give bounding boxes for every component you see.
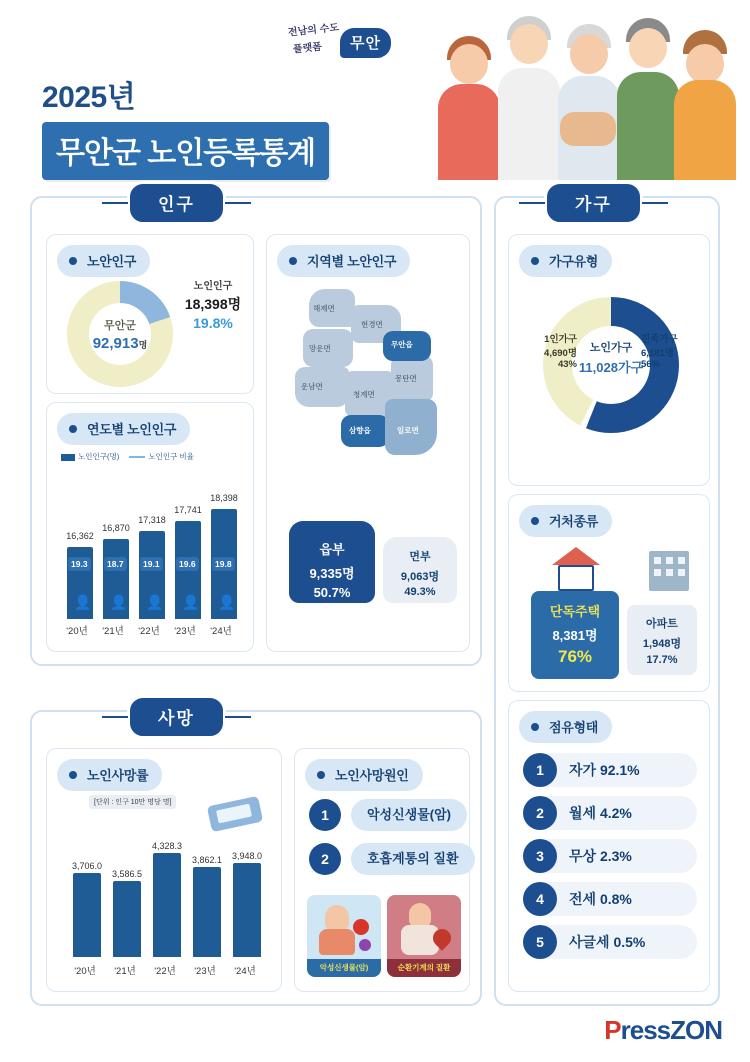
subhead-tenure [519,711,612,743]
tenure-label-2: 월세 4.2% [569,805,632,821]
callout-value: 18,398명 [184,296,242,312]
logo-brand-name: 무안 [340,28,391,58]
xlabel-2021: '21년 [102,626,124,637]
apartment-card [627,605,697,675]
single-household-callout [515,331,577,370]
map-label-mangun: 망운면 [309,344,331,353]
death-value-2024: 3,948.0 [231,851,263,861]
subhead-label: 노인사망률 [87,768,149,783]
oximeter-icon [201,789,267,835]
logo-letter-rest: ressZON [620,1015,722,1045]
bullet-dot [69,771,77,779]
donut-center-label [67,317,173,352]
person-icon: 👤 [74,594,92,610]
death-value-2021: 3,586.5 [111,869,143,879]
legend-line-label: 노인인구 비율 [148,452,194,461]
apartment-value: 1,948명 [642,638,682,650]
tenure-label-3: 무상 2.3% [569,848,632,864]
ratio-badge-2023: 19.6 [176,557,199,571]
bullet-dot [531,723,539,731]
logo-tagline-line2: 플랫폼 [292,41,322,56]
death-rate-box [46,748,282,992]
death-cause-rank-1: 1 [309,799,341,831]
bullet-dot [69,425,77,433]
tenure-row-4 [523,882,697,916]
map-label-montan: 몽탄면 [395,374,417,383]
brand-logo [265,20,405,72]
xlabel-2024: '24년 [210,626,232,637]
death-rate-unit-note: [단위 : 인구 10만 명당 명] [89,795,176,809]
bullet-dot [317,771,325,779]
apartment-label: 아파트 [646,618,678,630]
death-bar-2020 [73,873,101,957]
xlabel-2022: '22년 [138,626,160,637]
tenure-rank-1: 1 [523,753,557,787]
circulatory-illustration-caption: 순환기계의 질환 [387,959,461,977]
bar-value-2024: 18,398 [210,493,238,503]
person-icon: 👤 [110,594,128,610]
xlabel-2020: '20년 [66,626,88,637]
single-household-label: 1인가구 [544,334,577,345]
bar-value-2022: 17,318 [138,515,166,525]
subhead-housing-type [519,505,612,537]
callout-label: 노인인구 [193,281,233,292]
death-cause-list [309,799,459,887]
subhead-death-cause [305,759,423,791]
death-bar-2022 [153,853,181,957]
joined-hands [560,112,616,146]
death-bar-2024 [233,863,261,957]
death-section [30,710,482,1006]
tenure-box [508,700,710,992]
section-title-death: 사망 [127,695,226,739]
bullet-dot [531,517,539,525]
legend-bar-label: 노인인구(명) [78,452,120,461]
person-4 [616,22,680,180]
cancer-illustration [307,895,381,977]
page-title-year: 2025년 [42,81,136,114]
house-icon [549,547,603,591]
tenure-rank-2: 2 [523,796,557,830]
death-cause-rank-2: 2 [309,843,341,875]
household-section [494,196,720,1006]
tenure-rank-4: 4 [523,882,557,916]
death-cause-box [294,748,470,992]
single-household-percent: 43% [557,359,577,370]
housing-type-box [508,494,710,692]
person-icon: 👤 [146,594,164,610]
elderly-people-illustration [410,0,750,180]
bar-value-2023: 17,741 [174,505,202,515]
subhead-region-population [277,245,410,277]
bullet-dot [289,257,297,265]
death-xlabel-2024: '24년 [234,966,256,977]
subhead-label: 점유형태 [549,720,599,735]
elderly-population-box [46,234,254,394]
household-type-box [508,234,710,486]
death-value-2020: 3,706.0 [71,861,103,871]
callout-percent: 19.8% [193,315,233,331]
map-label-unnam: 운남면 [301,382,323,391]
donut-center-value [67,335,173,352]
person-2 [498,20,560,180]
relative-household-value: 6,181명 [641,348,674,359]
apartment-percent: 17.7% [646,654,678,666]
pressszon-logo [604,1015,722,1046]
detached-house-value: 8,381명 [552,628,598,643]
household-center-name: 노인가구 [589,342,633,354]
bullet-dot [531,257,539,265]
circulatory-illustration [387,895,461,977]
map-label-muaneup: 무안읍 [391,340,413,349]
apartment-icon [649,551,689,591]
tenure-rank-3: 3 [523,839,557,873]
donut-center-name: 무안군 [104,320,136,332]
rural-percent: 49.3% [404,586,436,598]
map-label-samhyang: 삼향읍 [349,426,371,435]
muan-county-map [279,285,459,515]
person-icon: 👤 [218,594,236,610]
death-xlabel-2020: '20년 [74,966,96,977]
death-cause-label-2: 호흡계통의 질환 [351,843,475,875]
detached-house-percent: 76% [557,647,593,666]
ratio-badge-2022: 19.1 [140,557,163,571]
relative-household-label: 친족가구 [641,334,678,345]
title-block [42,72,329,180]
relative-household-callout [641,331,705,370]
legend-line-swatch [129,456,145,458]
map-label-hyeongyeong: 현경면 [361,320,383,329]
urban-label: 읍부 [319,542,345,557]
single-household-value: 4,690명 [544,348,577,359]
tenure-row-3 [523,839,697,873]
map-label-haeje: 해제면 [313,304,335,313]
death-value-2023: 3,862.1 [191,855,223,865]
logo-tagline-line1: 전남의 수도 [288,22,340,39]
subhead-yearly-population [57,413,190,445]
logo-letter-p: P [604,1015,621,1045]
household-center-value: 11,028가구 [578,360,644,375]
donut-center-number: 92,913 [92,335,139,352]
section-title-population: 인구 [127,181,226,225]
bar-value-2021: 16,870 [102,523,130,533]
header [0,0,750,192]
ratio-badge-2021: 18.7 [104,557,127,571]
region-population-box [266,234,470,652]
section-title-household: 가구 [544,181,643,225]
population-section [30,196,482,666]
tenure-label-5: 사글세 0.5% [569,934,646,950]
subhead-death-rate [57,759,162,791]
death-rate-bar-chart [69,841,269,957]
tenure-list [523,753,697,968]
urban-percent: 50.7% [313,585,351,600]
bullet-dot [69,257,77,265]
legend-bar-swatch [61,454,75,461]
death-value-2022: 4,328.3 [151,841,183,851]
tenure-rank-5: 5 [523,925,557,959]
person-1 [438,40,500,180]
death-xlabel-2021: '21년 [114,966,136,977]
person-3 [558,28,620,180]
rural-population-card [383,537,457,603]
yearly-population-bar-chart [63,469,243,619]
person-5 [672,34,738,180]
tenure-row-2 [523,796,697,830]
death-xlabel-2022: '22년 [154,966,176,977]
bar-value-2020: 16,362 [66,531,94,541]
subhead-elderly-population [57,245,150,277]
death-xlabel-2023: '23년 [194,966,216,977]
tenure-row-1 [523,753,697,787]
rural-value: 9,063명 [400,571,440,583]
tenure-label-1: 자가 92.1% [569,762,640,778]
death-cause-label-1: 악성신생물(암) [351,799,467,831]
subhead-label: 연도별 노인인구 [87,422,177,437]
xlabel-2023: '23년 [174,626,196,637]
ratio-badge-2020: 19.3 [68,557,91,571]
yearly-chart-legend [61,451,194,462]
map-label-illo: 일로면 [397,426,419,435]
yearly-population-box [46,402,254,652]
detached-house-card [531,591,619,679]
subhead-label: 노안인구 [87,254,137,269]
subhead-label: 가구유형 [549,254,599,269]
subhead-label: 거처종류 [549,514,599,529]
death-bar-2023 [193,867,221,957]
person-icon: 👤 [182,594,200,610]
page-title: 무안군 노인등록통계 [42,122,329,180]
tenure-row-5 [523,925,697,959]
subhead-label: 지역별 노안인구 [307,254,397,269]
death-cause-row-1 [309,799,459,831]
subhead-label: 노인사망원인 [335,768,409,783]
map-label-cheonggye: 청계면 [353,390,375,399]
donut-center-unit: 명 [138,340,148,350]
population-callout [175,277,251,331]
detached-house-label: 단독주택 [549,604,601,619]
relative-household-percent: 56% [641,359,661,370]
death-cause-row-2 [309,843,459,875]
urban-population-card [289,521,375,603]
urban-value: 9,335명 [309,566,355,581]
tenure-label-4: 전세 0.8% [569,891,632,907]
death-bar-2021 [113,881,141,957]
ratio-badge-2024: 19.8 [212,557,235,571]
cancer-illustration-caption: 악성신생물(암) [307,959,381,977]
subhead-household-type [519,245,612,277]
rural-label: 면부 [409,551,431,563]
